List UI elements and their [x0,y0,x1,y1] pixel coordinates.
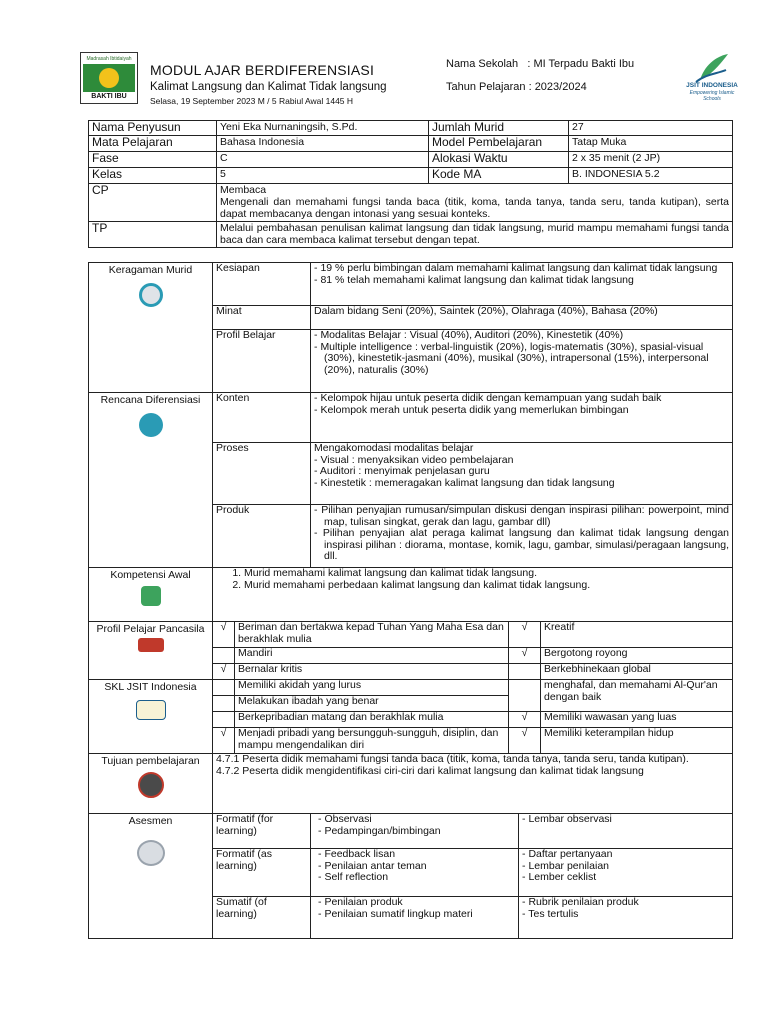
skl-item: Berkepribadian matang dan berakhlak mulia [235,712,509,728]
asesmen-method: - Penilaian produk [318,897,515,909]
kompetensi-item: 1. Murid memahami kalimat langsung dan kalimat tidak langsung. [244,568,729,580]
label-produk: Produk [213,505,311,568]
value-nama-penyusun: Yeni Eka Nurnaningsih, S.Pd. [217,121,429,136]
asesmen-tools [519,897,733,939]
check-cell [509,664,541,680]
label-alokasi-waktu: Alokasi Waktu [429,152,569,168]
star-icon [99,68,119,88]
value-mata-pelajaran: Bahasa Indonesia [217,136,429,152]
skl-item: Melakukan ibadah yang benar [235,696,509,712]
section-rencana-title: Rencana Diferensiasi [100,394,201,406]
value-model-pembelajaran: Tatap Muka [569,136,733,152]
proses-item: - Auditori : menyimak penjelasan guru [314,466,729,478]
konten-item: - Kelompok hijau untuk peserta didik dengan kemampuan yang sudah baik [314,393,729,405]
check-cell: √ [213,664,235,680]
tujuan-content [213,754,733,814]
garuda-icon [138,638,164,652]
section-asesmen [89,814,213,939]
user-icon [139,283,163,307]
profil-pancasila-item: Bernalar kritis [235,664,509,680]
konten-content [311,393,733,443]
asesmen-method: - Pedampingan/bimbingan [318,826,515,838]
value-alokasi-waktu: 2 x 35 menit (2 JP) [569,152,733,168]
section-profil-pancasila [89,622,213,680]
asesmen-label: Formatif (for learning) [213,814,311,849]
profil-pancasila-item: Mandiri [235,648,509,664]
jsit-logo [682,52,742,102]
check-cell: √ [509,728,541,754]
year-value: : 2023/2024 [528,81,587,93]
check-cell [213,648,235,664]
cp-text: Mengenali dan memahami fungsi tanda baca (titik, koma, tanda tanya, tanda seru, tanda kutipan), serta dapat membacanya dengan intonasi yang sesuai konteks. [220,196,729,220]
section-rencana [89,393,213,568]
produk-content [311,505,733,568]
produk-item: - Pilihan penyajian rumusan/simpulan diskusi dengan inspirasi pilihan: powerpoint, mind map, tulisan singkat, gerak dan lagu, gambar dll) [314,505,729,528]
asesmen-tool: - Rubrik penilaian produk [522,897,729,909]
section-keragaman [89,263,213,393]
asesmen-method: - Self reflection [318,872,515,884]
section-kompetensi-title: Kompetensi Awal [110,569,191,581]
section-profil-pancasila-title: Profil Pelajar Pancasila [96,623,205,635]
academic-year [446,81,587,93]
asesmen-label: Sumatif (of learning) [213,897,311,939]
info-table [88,120,733,248]
proses-item: - Visual : menyaksikan video pembelajaran [314,455,729,467]
cp-content [217,184,733,222]
proses-intro: Mengakomodasi modalitas belajar [314,442,474,454]
cloud-icon [139,413,163,437]
check-cell [213,696,235,712]
puzzle-icon [141,586,161,606]
school-logo [80,52,138,104]
label-proses: Proses [213,443,311,505]
tujuan-item: 4.7.2 Peserta didik mengidentifikasi ciri-ciri dari kalimat langsung dan kalimat tidak langsung [216,764,644,777]
value-fase: C [217,152,429,168]
check-cell: √ [509,648,541,664]
profil-pancasila-item: Kreatif [541,622,733,648]
logo-bottom-text: BAKTI IBU [91,93,127,100]
asesmen-method: - Penilaian antar teman [318,861,515,873]
asesmen-methods [311,897,519,939]
school-label: Nama Sekolah [446,58,519,70]
label-cp: CP [89,184,217,222]
module-title: MODUL AJAR BERDIFERENSIASI [150,62,375,78]
cp-title: Membaca [220,184,267,196]
quill-icon [682,52,742,84]
section-tujuan-title: Tujuan pembelajaran [101,755,200,767]
asesmen-tool: - Lembar observasi [522,814,729,826]
check-cell: √ [213,728,235,754]
skl-item: Memiliki wawasan yang luas [541,712,733,728]
asesmen-tool: - Tes tertulis [522,909,729,921]
asesmen-methods [311,849,519,897]
check-cell: √ [509,622,541,648]
kesiapan-item: - 81 % telah memahami kalimat langsung dan kalimat tidak langsung [314,275,729,287]
label-kesiapan: Kesiapan [213,263,311,306]
asesmen-methods [311,814,519,849]
label-kelas: Kelas [89,168,217,184]
value-kelas: 5 [217,168,429,184]
asesmen-method: - Penilaian sumatif lingkup materi [318,909,515,921]
value-kode-ma: B. INDONESIA 5.2 [569,168,733,184]
asesmen-tools [519,814,733,849]
check-cell [213,712,235,728]
kesiapan-item: - 19 % perlu bimbingan dalam memahami kalimat langsung dan kalimat tidak langsung [314,263,729,275]
produk-item: - Pilihan penyajian alat peraga kalimat langsung dan kalimat tidak langsung dengan inspirasi pilihan : diorama, montase, komik, lagu, gambar, simulasi/peragaan langsung, dll. [314,528,729,563]
target-icon [138,772,164,798]
section-asesmen-title: Asesmen [128,815,173,827]
asesmen-method: - Observasi [318,814,515,826]
proses-content [311,443,733,505]
tp-text: Melalui pembahasan penulisan kalimat langsung dan tidak langsung, murid mampu memahami fungsi tanda baca dan cara membaca kalimat tersebut dengan tepat. [217,222,733,248]
label-tp: TP [89,222,217,248]
jsit-logo-tagline: Empowering Islamic Schools [689,90,735,102]
logo-top-text: Madrasah Ibtidaiyah [86,56,132,62]
asesmen-tool: - Lember ceklist [522,872,729,884]
label-model-pembelajaran: Model Pembelajaran [429,136,569,152]
section-skl [89,680,213,754]
skl-item: Memiliki akidah yang lurus [235,680,509,696]
profil-pancasila-item: Beriman dan bertakwa kepad Tuhan Yang Maha Esa dan berakhlak mulia [235,622,509,648]
section-skl-title: SKL JSIT Indonesia [104,681,197,693]
skl-item: menghafal, dan memahami Al-Qur'an dengan baik [541,680,733,712]
kompetensi-item: 2. Murid memahami perbedaan kalimat langsung dan kalimat tidak langsung. [244,580,729,592]
kesiapan-content [311,263,733,306]
label-minat: Minat [213,306,311,330]
profil-belajar-item: - Multiple intelligence : verbal-linguistik (20%), logis-matematis (30%), spasial-visual (30%), kinestetik-jasmani (40%), musikal (30%), intrapersonal (15%), interpersonal (20%), naturalis (30%) [314,342,729,377]
school-value: : MI Terpadu Bakti Ibu [527,58,635,70]
section-tujuan [89,754,213,814]
section-kompetensi [89,568,213,622]
profil-pancasila-item: Bergotong royong [541,648,733,664]
proses-item: - Kinestetik : memeragakan kalimat langsung dan tidak langsung [314,478,729,490]
label-fase: Fase [89,152,217,168]
jsit-icon [136,700,166,720]
asesmen-method: - Feedback lisan [318,849,515,861]
check-cell [213,680,235,696]
kompetensi-content [213,568,733,622]
konten-item: - Kelompok merah untuk peserta didik yang memerlukan bimbingan [314,405,729,417]
skl-item: Memiliki keterampilan hidup [541,728,733,754]
label-jumlah-murid: Jumlah Murid [429,121,569,136]
asesmen-tool: - Lembar penilaian [522,861,729,873]
check-cell: √ [213,622,235,648]
profil-belajar-item: - Modalitas Belajar : Visual (40%), Auditori (20%), Kinestetik (40%) [314,330,729,342]
module-date: Selasa, 19 September 2023 M / 5 Rabiul Awal 1445 H [150,96,354,106]
check-cell [509,680,541,712]
minat-content: Dalam bidang Seni (20%), Saintek (20%), Olahraga (40%), Bahasa (20%) [311,306,733,330]
year-label: Tahun Pelajaran [446,81,526,93]
profil-pancasila-item: Berkebhinekaan global [541,664,733,680]
certificate-icon [137,840,165,866]
check-cell: √ [509,712,541,728]
school-name [446,58,634,70]
logo-emblem [83,64,135,92]
main-table [88,262,733,939]
label-nama-penyusun: Nama Penyusun [89,121,217,136]
label-profil-belajar: Profil Belajar [213,330,311,393]
label-konten: Konten [213,393,311,443]
jsit-logo-name: JSIT INDONESIA [686,82,738,89]
label-mata-pelajaran: Mata Pelajaran [89,136,217,152]
asesmen-tools [519,849,733,897]
tujuan-item: 4.7.1 Peserta didik memahami fungsi tanda baca (titik, koma, tanda tanya, tanda seru, tanda kutipan). [216,753,689,765]
profil-belajar-content [311,330,733,393]
module-subtitle: Kalimat Langsung dan Kalimat Tidak langsung [150,81,387,93]
value-jumlah-murid: 27 [569,121,733,136]
asesmen-label: Formatif (as learning) [213,849,311,897]
section-keragaman-title: Keragaman Murid [108,264,193,276]
label-kode-ma: Kode MA [429,168,569,184]
skl-item: Menjadi pribadi yang bersungguh-sungguh, disiplin, dan mampu mengendalikan diri [235,728,509,754]
asesmen-tool: - Daftar pertanyaan [522,849,729,861]
